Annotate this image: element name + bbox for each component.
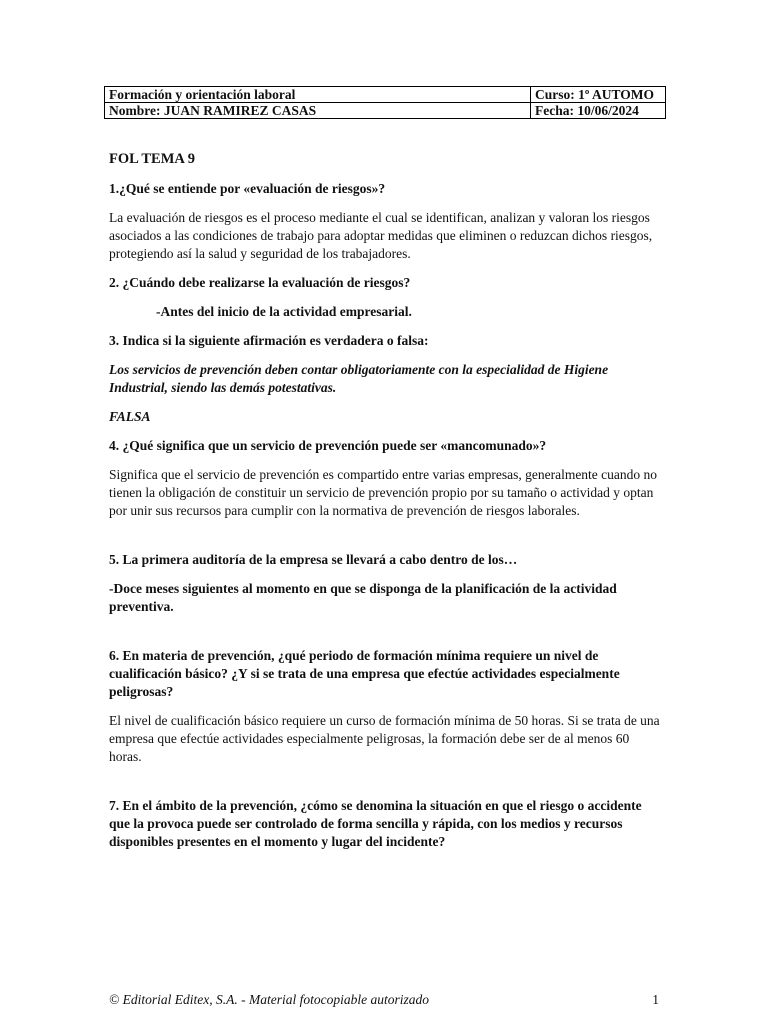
course-cell: Curso: 1º AUTOMO [531, 87, 666, 103]
question-2: 2. ¿Cuándo debe realizarse la evaluación de riesgos? [109, 275, 411, 290]
answer-3: FALSA [109, 409, 151, 424]
student-name-cell: Nombre: JUAN RAMIREZ CASAS [105, 103, 531, 119]
statement-3: Los servicios de prevención deben contar obligatoriamente con la especialidad de Higiene Industrial, siendo las demás potestativas. [109, 362, 609, 395]
date-cell: Fecha: 10/06/2024 [531, 103, 666, 119]
copyright-notice: © Editorial Editex, S.A. - Material fotocopiable autorizado [109, 992, 429, 1007]
question-3: 3. Indica si la siguiente afirmación es verdadera o falsa: [109, 333, 429, 348]
document-title: FOL TEMA 9 [109, 151, 195, 167]
answer-2: -Antes del inicio de la actividad empresarial. [156, 304, 412, 319]
document-header-table [104, 86, 666, 119]
subject-cell: Formación y orientación laboral [105, 87, 531, 103]
question-1: 1.¿Qué se entiende por «evaluación de riesgos»? [109, 181, 386, 196]
question-7: 7. En el ámbito de la prevención, ¿cómo se denomina la situación en que el riesgo o accidente que la provoca puede ser controlado de forma sencilla y rápida, con los medios y recursos disponibles presentes en el momento y lugar del incidente? [109, 798, 642, 849]
question-4: 4. ¿Qué significa que un servicio de prevención puede ser «mancomunado»? [109, 438, 547, 453]
answer-6: El nivel de cualificación básico requiere un curso de formación mínima de 50 horas. Si se trata de una empresa que efectúe actividades especialmente peligrosas, la formación debe ser de al menos 60 horas. [109, 713, 660, 764]
spacer [109, 777, 661, 797]
page-number: 1 [652, 992, 659, 1007]
answer-4: Significa que el servicio de prevención es compartido entre varias empresas, generalmente cuando no tienen la obligación de constituir un servicio de prevención propio por su tamaño o actividad y optan por unir sus recursos para cumplir con la normativa de prevención de riesgos laborales. [109, 467, 658, 518]
document-body [109, 150, 661, 862]
spacer [109, 531, 661, 551]
answer-5: -Doce meses siguientes al momento en que se disponga de la planificación de la actividad preventiva. [109, 581, 617, 614]
question-6: 6. En materia de prevención, ¿qué periodo de formación mínima requiere un nivel de cualificación básico? ¿Y si se trata de una empresa que efectúe actividades especialmente peligrosas? [109, 648, 620, 699]
page-footer [109, 992, 659, 1008]
answer-1: La evaluación de riesgos es el proceso mediante el cual se identifican, analizan y valoran los riesgos asociados a las condiciones de trabajo para adoptar medidas que eliminen o reduzcan dichos riesgos, protegiendo así la salud y seguridad de los trabajadores. [109, 210, 653, 261]
spacer [109, 627, 661, 647]
question-5: 5. La primera auditoría de la empresa se llevará a cabo dentro de los… [109, 552, 518, 567]
